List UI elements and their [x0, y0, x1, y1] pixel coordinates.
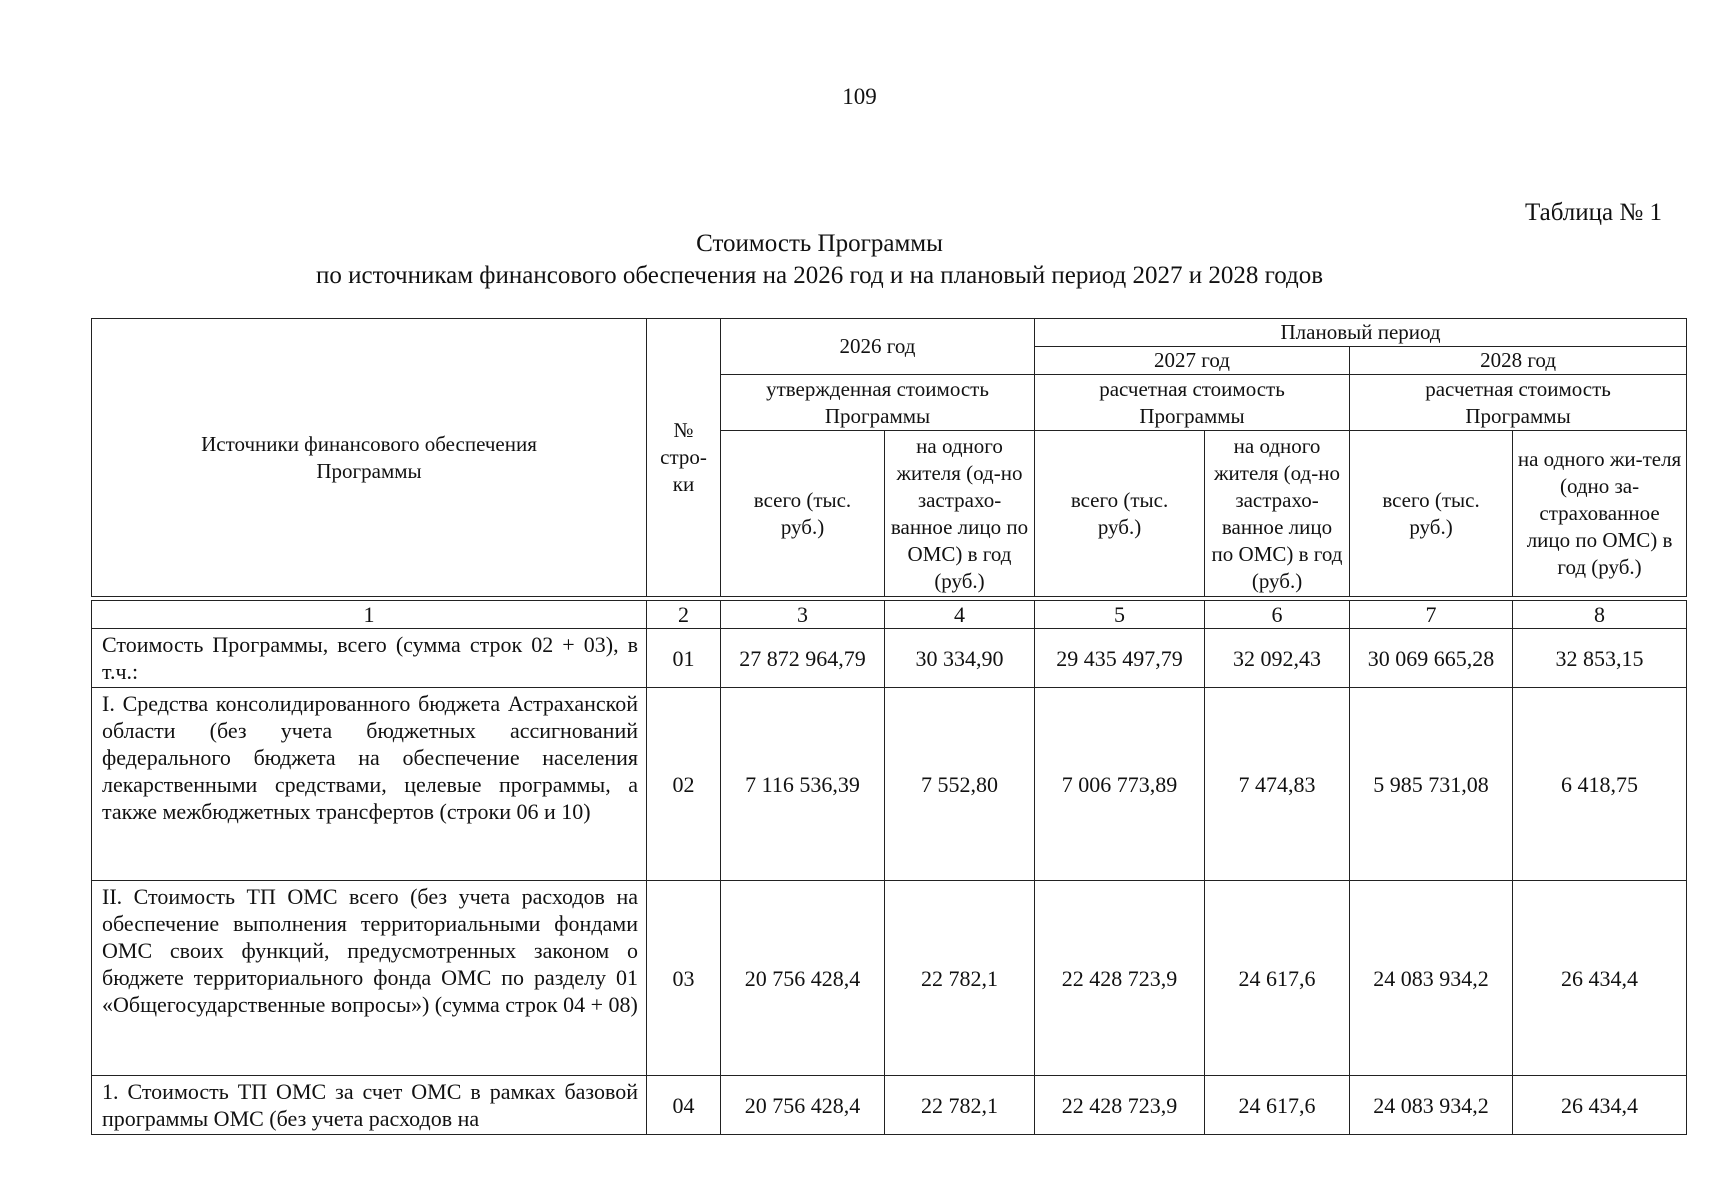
row-source: 1. Стоимость ТП ОМС за счет ОМС в рамках базовой программы ОМС (без учета расходов на — [92, 1076, 647, 1135]
header-row-no — [647, 319, 721, 597]
table-row — [92, 688, 1687, 881]
value-2026-per-capita: 22 782,1 — [885, 1076, 1035, 1135]
value-2026-per-capita: 22 782,1 — [885, 881, 1035, 1076]
column-number: 4 — [885, 601, 1035, 629]
header-total-2027-label: всего (тыс. руб.) — [1070, 487, 1169, 539]
header-total-2028 — [1350, 431, 1513, 597]
value-2027-total: 22 428 723,9 — [1035, 881, 1205, 1076]
value-2026-total: 20 756 428,4 — [721, 1076, 885, 1135]
value-2027-per-capita: 32 092,43 — [1205, 629, 1350, 688]
value-2028-total: 30 069 665,28 — [1350, 629, 1513, 688]
column-number: 7 — [1350, 601, 1513, 629]
row-source: Стоимость Программы, всего (сумма строк 02 + 03), в т.ч.: — [92, 629, 647, 688]
value-2026-per-capita: 30 334,90 — [885, 629, 1035, 688]
value-2027-per-capita: 24 617,6 — [1205, 881, 1350, 1076]
row-number: 03 — [647, 881, 721, 1076]
column-number: 3 — [721, 601, 885, 629]
value-2027-per-capita: 7 474,83 — [1205, 688, 1350, 881]
header-estimated-cost-2028 — [1350, 375, 1687, 431]
header-estimated-cost-2027-label: расчетная стоимость Программы — [1099, 376, 1285, 428]
header-planned-period: Плановый период — [1035, 319, 1687, 347]
header-sources — [92, 319, 647, 597]
row-number: 04 — [647, 1076, 721, 1135]
value-2028-per-capita: 32 853,15 — [1513, 629, 1687, 688]
column-number-row — [92, 601, 1687, 629]
table-title: Стоимость Программы — [696, 230, 943, 257]
value-2028-total: 24 083 934,2 — [1350, 1076, 1513, 1135]
column-number: 8 — [1513, 601, 1687, 629]
value-2026-total: 7 116 536,39 — [721, 688, 885, 881]
row-source: II. Стоимость ТП ОМС всего (без учета расходов на обеспечение выполнения территориальными фондами ОМС своих функций, предусмотренных законом о бюджете территориального фонда ОМС по разделу 01 «Общегосударственные вопросы») (сумма строк 04 + 08) — [92, 881, 647, 1076]
column-number: 6 — [1205, 601, 1350, 629]
value-2026-total: 27 872 964,79 — [721, 629, 885, 688]
value-2028-per-capita: 26 434,4 — [1513, 881, 1687, 1076]
header-per-capita-2028: на одного жи-теля (одно за-страхованное лицо по ОМС) в год (руб.) — [1513, 431, 1687, 597]
header-year-2028: 2028 год — [1350, 347, 1687, 375]
value-2026-total: 20 756 428,4 — [721, 881, 885, 1076]
table-label: Таблица № 1 — [1524, 199, 1662, 226]
header-approved-cost — [721, 375, 1035, 431]
value-2027-per-capita: 24 617,6 — [1205, 1076, 1350, 1135]
value-2027-total: 29 435 497,79 — [1035, 629, 1205, 688]
table-header — [91, 318, 1687, 597]
header-total-2026 — [721, 431, 885, 597]
column-number: 2 — [647, 601, 721, 629]
value-2027-total: 7 006 773,89 — [1035, 688, 1205, 881]
row-number: 02 — [647, 688, 721, 881]
header-per-capita-2027: на одного жителя (од-но застрахо-ванное лицо по ОМС) в год (руб.) — [1205, 431, 1350, 597]
row-number: 01 — [647, 629, 721, 688]
header-total-2027 — [1035, 431, 1205, 597]
header-approved-cost-label: утвержденная стоимость Программы — [766, 376, 989, 428]
header-estimated-cost-2027 — [1035, 375, 1350, 431]
header-sources-label: Источники финансового обеспечения Программы — [201, 431, 537, 483]
page-number: 109 — [842, 84, 877, 109]
table-row — [92, 629, 1687, 688]
value-2028-per-capita: 26 434,4 — [1513, 1076, 1687, 1135]
value-2028-per-capita: 6 418,75 — [1513, 688, 1687, 881]
header-total-2028-label: всего (тыс. руб.) — [1382, 487, 1480, 539]
header-total-2026-label: всего (тыс. руб.) — [753, 487, 852, 539]
column-number: 5 — [1035, 601, 1205, 629]
column-number: 1 — [92, 601, 647, 629]
table-subtitle: по источникам финансового обеспечения на 2026 год и на плановый период 2027 и 2028 годов — [315, 262, 1324, 289]
value-2027-total: 22 428 723,9 — [1035, 1076, 1205, 1135]
table-body — [91, 600, 1687, 1135]
value-2028-total: 24 083 934,2 — [1350, 881, 1513, 1076]
value-2026-per-capita: 7 552,80 — [885, 688, 1035, 881]
header-year-2026: 2026 год — [721, 319, 1035, 375]
row-source: I. Средства консолидированного бюджета Астраханской области (без учета бюджетных ассигнований федерального бюджета на обеспечение населения лекарственными средствами, целевые программы, а также межбюджетных трансфертов (строки 06 и 10) — [92, 688, 647, 881]
header-estimated-cost-2028-label: расчетная стоимость Программы — [1425, 376, 1611, 428]
table-row — [92, 881, 1687, 1076]
value-2028-total: 5 985 731,08 — [1350, 688, 1513, 881]
header-row-no-label: № стро-ки — [660, 418, 707, 496]
table-row — [92, 1076, 1687, 1135]
header-year-2027: 2027 год — [1035, 347, 1350, 375]
header-per-capita-2026: на одного жителя (од-но застрахо-ванное лицо по ОМС) в год (руб.) — [885, 431, 1035, 597]
